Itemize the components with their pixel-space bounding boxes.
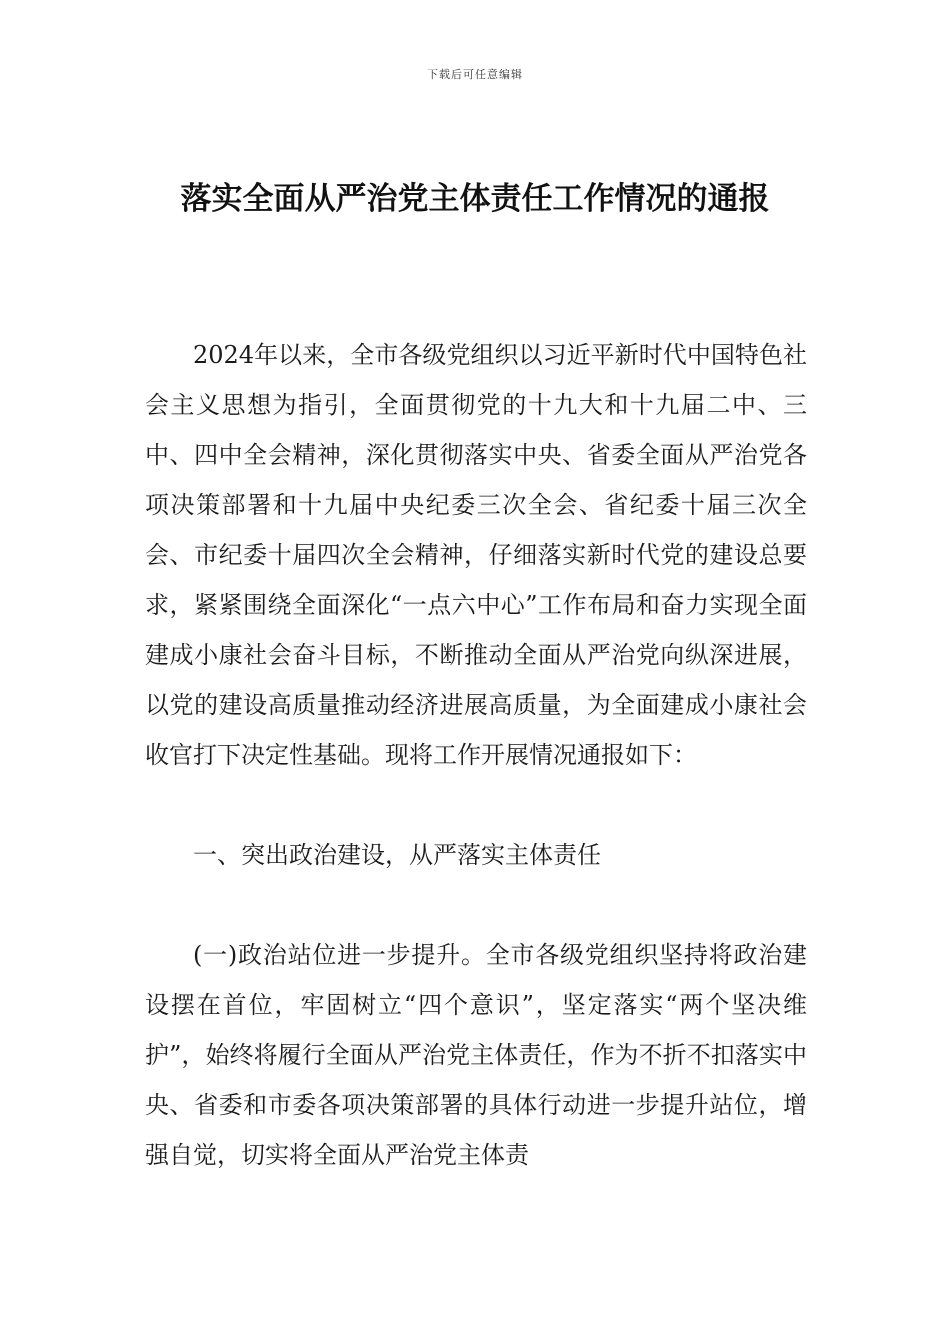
paragraph-spacer	[145, 880, 807, 930]
header-note: 下载后可任意编辑	[427, 68, 523, 81]
document-title: 落实全面从严治党主体责任工作情况的通报	[180, 181, 770, 217]
section-heading: 一、突出政治建设，从严落实主体责任	[193, 841, 601, 869]
document-body	[145, 330, 807, 1180]
intro-paragraph: 2024年以来，全市各级党组织以习近平新时代中国特色社会主义思想为指引，全面贯彻党的十九大和十九届二中、三中、四中全会精神，深化贯彻落实中央、省委全面从严治党各项决策部署和十九届中央纪委三次全会、省纪委十届三次全会、市纪委十届四次全会精神，仔细落实新时代党的建设总要求，紧紧围绕全面深化“一点六中心”工作布局和奋力实现全面建成小康社会奋斗目标，不断推动全面从严治党向纵深进展，以党的建设高质量推动经济进展高质量，为全面建成小康社会收官打下决定性基础。现将工作开展情况通报如下：	[145, 341, 807, 769]
paragraph-spacer	[145, 780, 807, 830]
subsection-paragraph: (一)政治站位进一步提升。全市各级党组织坚持将政治建设摆在首位，牢固树立“四个意识”，坚定落实“两个坚决维护”，始终将履行全面从严治党主体责任，作为不折不扣落实中央、省委和市委各项决策部署的具体行动进一步提升站位，增强自觉，切实将全面从严治党主体责	[145, 941, 807, 1169]
